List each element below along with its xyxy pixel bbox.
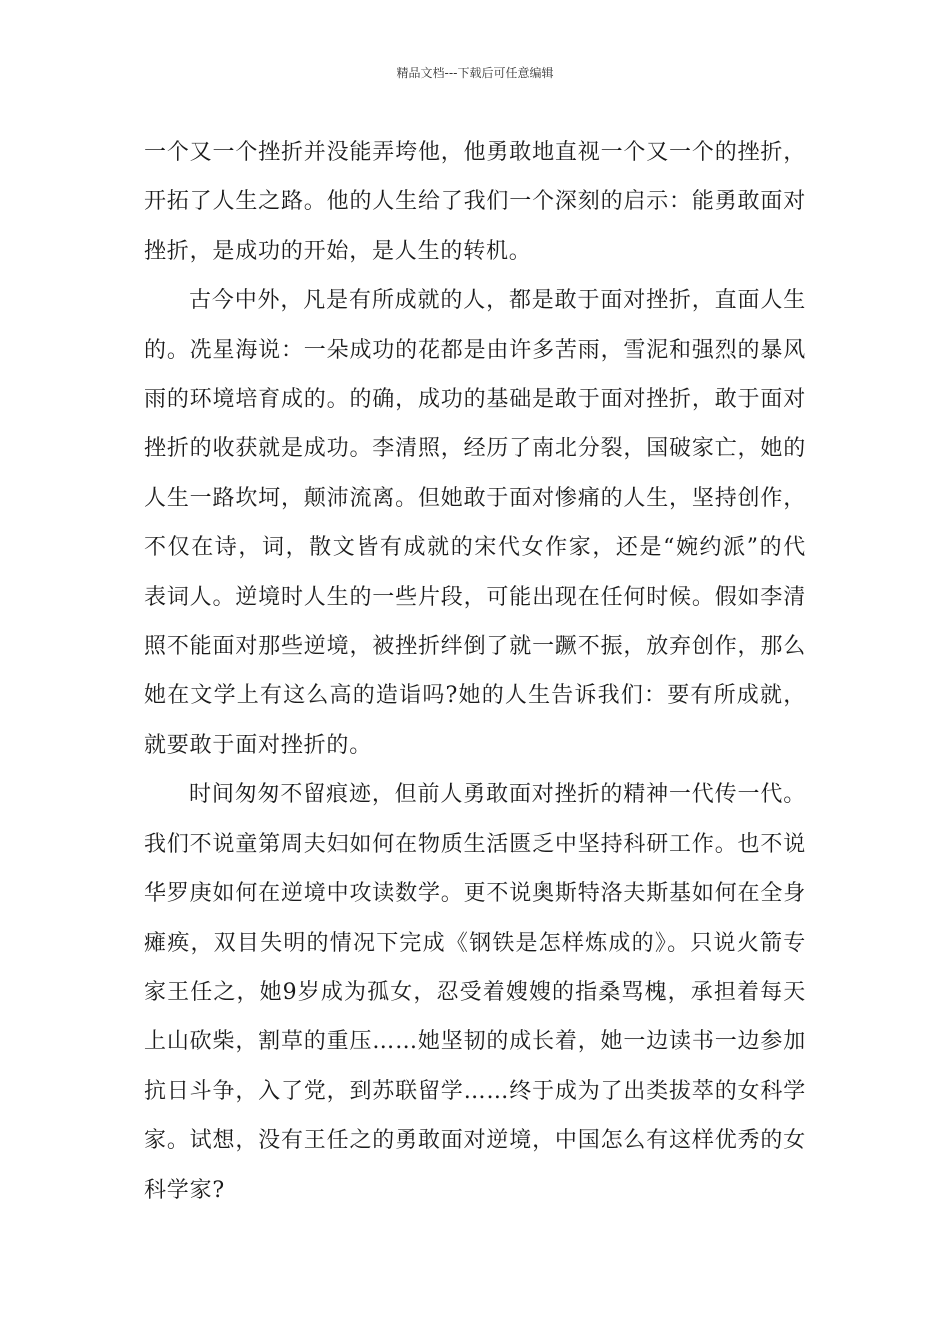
paragraph-3: 时间匆匆不留痕迹，但前人勇敢面对挫折的精神一代传一代。我们不说童第周夫妇如何在物质生活匮乏中坚持科研工作。也不说华罗庚如何在逆境中攻读数学。更不说奥斯特洛夫斯基如何在全身瘫痪，双目失明的情况下完成《钢铁是怎样炼成的》。只说火箭专家王任之，她9岁成为孤女，忍受着嫂嫂的指桑骂槐，承担着每天上山砍柴，割草的重压……她坚韧的成长着，她一边读书一边参加抗日斗争，入了党，到苏联留学……终于成为了出类拔萃的女科学家。试想，没有王任之的勇敢面对逆境，中国怎么有这样优秀的女科学家? <box>144 782 806 1203</box>
paragraph-2: 古今中外，凡是有所成就的人，都是敢于面对挫折，直面人生的。冼星海说：一朵成功的花都是由许多苦雨，雪泥和强烈的暴风雨的环境培育成的。的确，成功的基础是敢于面对挫折，敢于面对挫折的收获就是成功。李清照，经历了南北分裂，国破家亡，她的人生一路坎坷，颠沛流离。但她敢于面对惨痛的人生，坚持创作，不仅在诗，词，散文皆有成就的宋代女作家，还是“婉约派”的代表词人。逆境时人生的一些片段，可能出现在任何时候。假如李清照不能面对那些逆境，被挫折绊倒了就一蹶不振，放弃创作，那么她在文学上有这么高的造诣吗?她的人生告诉我们：要有所成就，就要敢于面对挫折的。 <box>144 288 806 758</box>
paragraph-1: 一个又一个挫折并没能弄垮他，他勇敢地直视一个又一个的挫折，开拓了人生之路。他的人生给了我们一个深刻的启示：能勇敢面对挫折，是成功的开始，是人生的转机。 <box>144 140 806 264</box>
document-body <box>144 128 806 1215</box>
page-header: 精品文档---下载后可任意编辑 <box>396 66 554 80</box>
